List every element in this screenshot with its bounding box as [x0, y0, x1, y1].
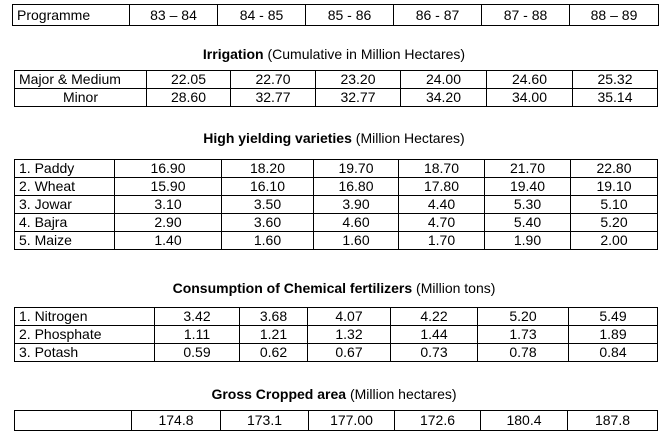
year-cell: 87 - 88: [482, 5, 570, 26]
table-row: [15, 160, 658, 178]
value-cell: 4.07: [308, 308, 391, 326]
hyv-heading: [0, 129, 668, 147]
value-cell: 0.78: [478, 344, 569, 362]
value-cell: 15.90: [115, 178, 222, 196]
value-cell: 1.90: [485, 232, 571, 250]
year-cell: 86 - 87: [394, 5, 482, 26]
value-cell: 187.8: [568, 411, 658, 431]
year-cell: 85 - 86: [306, 5, 394, 26]
value-cell: 16.10: [222, 178, 314, 196]
row-label: 4. Bajra: [15, 214, 115, 232]
value-cell: 3.60: [222, 214, 314, 232]
value-cell: 1.11: [155, 326, 240, 344]
gross-cropped-heading: [0, 385, 668, 403]
value-cell: 3.42: [155, 308, 240, 326]
value-cell: 177.00: [309, 411, 395, 431]
table-row: [15, 326, 658, 344]
irrigation-table: [14, 70, 658, 107]
value-cell: 1.40: [115, 232, 222, 250]
value-cell: 32.77: [231, 89, 316, 107]
table-row: [15, 344, 658, 362]
value-cell: 25.32: [573, 71, 658, 89]
value-cell: 0.62: [240, 344, 308, 362]
row-label: 2. Wheat: [15, 178, 115, 196]
value-cell: 5.40: [485, 214, 571, 232]
value-cell: 3.10: [115, 196, 222, 214]
row-label: Major & Medium: [15, 71, 147, 89]
value-cell: 3.50: [222, 196, 314, 214]
value-cell: 1.73: [478, 326, 569, 344]
value-cell: 22.80: [571, 160, 658, 178]
value-cell: 16.80: [314, 178, 399, 196]
value-cell: 0.84: [569, 344, 658, 362]
gross-cropped-table: [14, 410, 658, 431]
hyv-table: [14, 159, 658, 250]
row-label: 3. Potash: [15, 344, 155, 362]
value-cell: 22.70: [231, 71, 316, 89]
irrigation-title: Irrigation: [202, 46, 264, 62]
value-cell: 34.20: [401, 89, 487, 107]
value-cell: 5.10: [571, 196, 658, 214]
table-row: [15, 196, 658, 214]
value-cell: 34.00: [487, 89, 573, 107]
value-cell: 1.21: [240, 326, 308, 344]
value-cell: 5.49: [569, 308, 658, 326]
value-cell: 23.20: [316, 71, 401, 89]
irrigation-heading: [0, 45, 668, 63]
value-cell: 173.1: [221, 411, 309, 431]
value-cell: 16.90: [115, 160, 222, 178]
value-cell: 1.60: [314, 232, 399, 250]
value-cell: 1.32: [308, 326, 391, 344]
fertilizers-table: [14, 307, 658, 362]
value-cell: 21.70: [485, 160, 571, 178]
value-cell: 180.4: [481, 411, 568, 431]
row-label: 5. Maize: [15, 232, 115, 250]
value-cell: 18.20: [222, 160, 314, 178]
row-label: 2. Phosphate: [15, 326, 155, 344]
value-cell: 32.77: [316, 89, 401, 107]
programme-label: Programme: [13, 5, 130, 26]
value-cell: 3.90: [314, 196, 399, 214]
fertilizers-unit: (Million tons): [412, 280, 496, 296]
year-cell: 84 - 85: [218, 5, 306, 26]
value-cell: 5.30: [485, 196, 571, 214]
table-row: [15, 214, 658, 232]
hyv-unit: (Million Hectares): [351, 130, 465, 146]
table-row: [15, 89, 658, 107]
table-row: [15, 232, 658, 250]
value-cell: 5.20: [571, 214, 658, 232]
year-cell: 83 – 84: [130, 5, 218, 26]
row-label: Minor: [15, 89, 147, 107]
value-cell: 5.20: [478, 308, 569, 326]
value-cell: 19.70: [314, 160, 399, 178]
value-cell: 24.60: [487, 71, 573, 89]
gross-cropped-title: Gross Cropped area: [211, 386, 347, 402]
year-cell: 88 – 89: [570, 5, 659, 26]
value-cell: 1.60: [222, 232, 314, 250]
value-cell: 19.40: [485, 178, 571, 196]
value-cell: 1.70: [399, 232, 485, 250]
fertilizers-heading: [0, 279, 668, 297]
hyv-title: High yielding varieties: [203, 130, 352, 146]
value-cell: 1.44: [391, 326, 478, 344]
value-cell: 22.05: [147, 71, 231, 89]
value-cell: 35.14: [573, 89, 658, 107]
programme-row: [13, 5, 659, 26]
row-label: 3. Jowar: [15, 196, 115, 214]
table-row: [15, 308, 658, 326]
value-cell: 0.67: [308, 344, 391, 362]
table-row: [15, 71, 658, 89]
value-cell: 17.80: [399, 178, 485, 196]
value-cell: 2.90: [115, 214, 222, 232]
value-cell: 172.6: [395, 411, 481, 431]
value-cell: 174.8: [132, 411, 221, 431]
value-cell: 4.22: [391, 308, 478, 326]
value-cell: 28.60: [147, 89, 231, 107]
value-cell: 0.73: [391, 344, 478, 362]
value-cell: 24.00: [401, 71, 487, 89]
irrigation-unit: (Cumulative in Million Hectares): [263, 46, 466, 62]
value-cell: 4.60: [314, 214, 399, 232]
row-label: 1. Nitrogen: [15, 308, 155, 326]
value-cell: 18.70: [399, 160, 485, 178]
value-cell: 1.89: [569, 326, 658, 344]
value-cell: 4.70: [399, 214, 485, 232]
value-cell: 19.10: [571, 178, 658, 196]
value-cell: 0.59: [155, 344, 240, 362]
value-cell: 4.40: [399, 196, 485, 214]
gross-cropped-unit: (Million hectares): [346, 386, 457, 402]
row-label: [15, 411, 132, 431]
value-cell: 3.68: [240, 308, 308, 326]
row-label: 1. Paddy: [15, 160, 115, 178]
table-row: [15, 178, 658, 196]
fertilizers-title: Consumption of Chemical fertilizers: [172, 280, 413, 296]
programme-table: [12, 4, 659, 26]
value-cell: 2.00: [571, 232, 658, 250]
table-row: [15, 411, 658, 431]
